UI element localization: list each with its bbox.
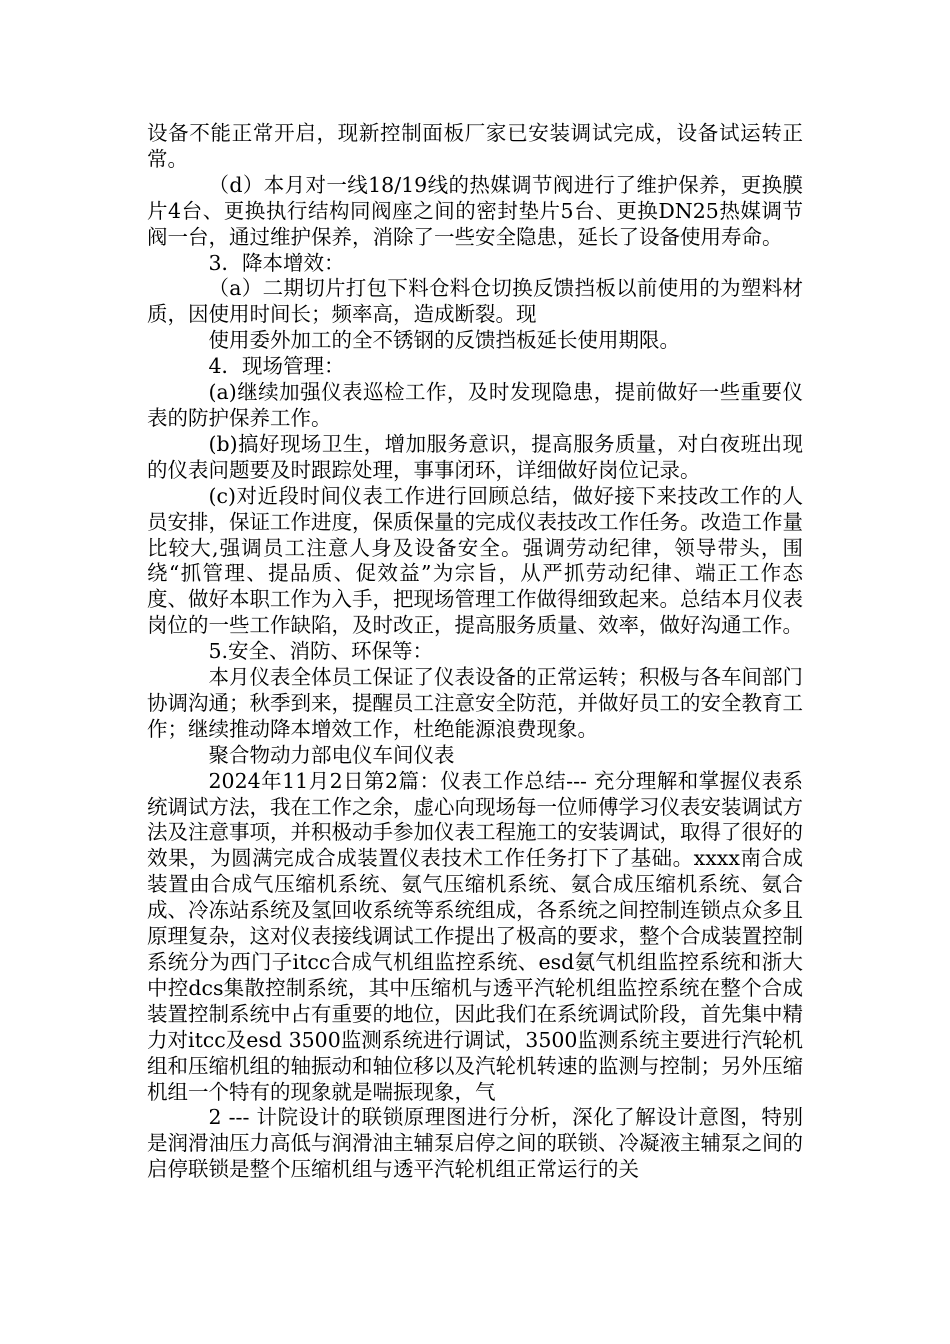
paragraph-item-c-review: (c)对近段时间仪表工作进行回顾总结，做好接下来技改工作的人员安排，保证工作进度，保质保量的完成仪表技改工作任务。改造工作量比较大,强调员工注意人身及设备安全。强调劳动纪律，领导带头，围绕“抓管理、提品质、促效益”为宗旨，从严抓劳动纪律、端正工作态度、做好本职工作为入手，把现场管理工作做得细致起来。总结本月仪表岗位的一些工作缺陷，及时改正，提高服务质量、效率，做好沟通工作。 <box>147 483 803 638</box>
heading-site-management: 4．现场管理： <box>208 354 345 379</box>
paragraph-interlock-analysis: 2 --- 计院设计的联锁原理图进行分析，深化了解设计意图，特别是润滑油压力高低与润滑油主辅泵启停之间的联锁、冷凝液主辅泵之间的启停联锁是整个压缩机组与透平汽轮机组正常运行的关 <box>147 1105 803 1182</box>
paragraph-article-2: 2024年11月2日第2篇：仪表工作总结--- 充分理解和掌握仪表系统调试方法，我在工作之余，虚心向现场每一位师傅学习仪表安装调试方法及注意事项，并积极动手参加仪表工程施工的安装调试，取得了很好的效果，为圆满完成合成装置仪表技术工作任务打下了基础。xxxx南合成装置由合成气压缩机系统、氨气压缩机系统、氨合成压缩机系统、氨合成、冷冻站系统及氢回收系统等系统组成，各系统之间控制连锁点众多且原理复杂，这对仪表接线调试工作提出了极高的要求，整个合成装置控制系统分为西门子itcc合成气机组监控系统、esd氨气机组监控系统和浙大中控dcs集散控制系统，其中压缩机与透平汽轮机组监控系统在整个合成装置控制系统中占有重要的地位，因此我们在系统调试阶段，首先集中精力对itcc及esd 3500监测系统进行调试，3500监测系统主要进行汽轮机组和压缩机组的轴振动和轴位移以及汽轮机转速的监测与控制；另外压缩机组一个特有的现象就是喘振现象，气 <box>147 768 803 1104</box>
paragraph-item-a-baffle: （a）二期切片打包下料仓料仓切换反馈挡板以前使用的为塑料材质，因使用时间长；频率高，造成断裂。现 <box>147 276 803 327</box>
paragraph-baffle-continued: 使用委外加工的全不锈钢的反馈挡板延长使用期限。 <box>208 328 680 353</box>
heading-safety: 5.安全、消防、环保等： <box>208 639 434 664</box>
paragraph-safety-summary: 本月仪表全体员工保证了仪表设备的正常运转；积极与各车间部门协调沟通；秋季到来，提醒员工注意安全防范，并做好员工的安全教育工作；继续推动降本增效工作，杜绝能源浪费现象。 <box>147 665 803 741</box>
paragraph-item-b-hygiene: (b)搞好现场卫生，增加服务意识，提高服务质量，对白夜班出现的仪表问题要及时跟踪处理，事事闭环，详细做好岗位记录。 <box>147 431 803 482</box>
heading-cost-reduction: 3．降本增效： <box>208 250 345 275</box>
paragraph-item-d-maintenance: （d）本月对一线18/19线的热媒调节阀进行了维护保养，更换膜片4台、更换执行结构同阀座之间的密封垫片5台、更换DN25热媒调节阀一台，通过维护保养，消除了一些安全隐患，延长了设备使用寿命。 <box>147 172 803 249</box>
paragraph-equipment-restart: 设备不能正常开启，现新控制面板厂家已安装调试完成，设备试运转正常。 <box>147 121 803 171</box>
document-page <box>147 121 803 1183</box>
paragraph-item-a-inspection: (a)继续加强仪表巡检工作，及时发现隐患，提前做好一些重要仪表的防护保养工作。 <box>147 380 803 430</box>
signature-department: 聚合物动力部电仪车间仪表 <box>208 742 455 767</box>
